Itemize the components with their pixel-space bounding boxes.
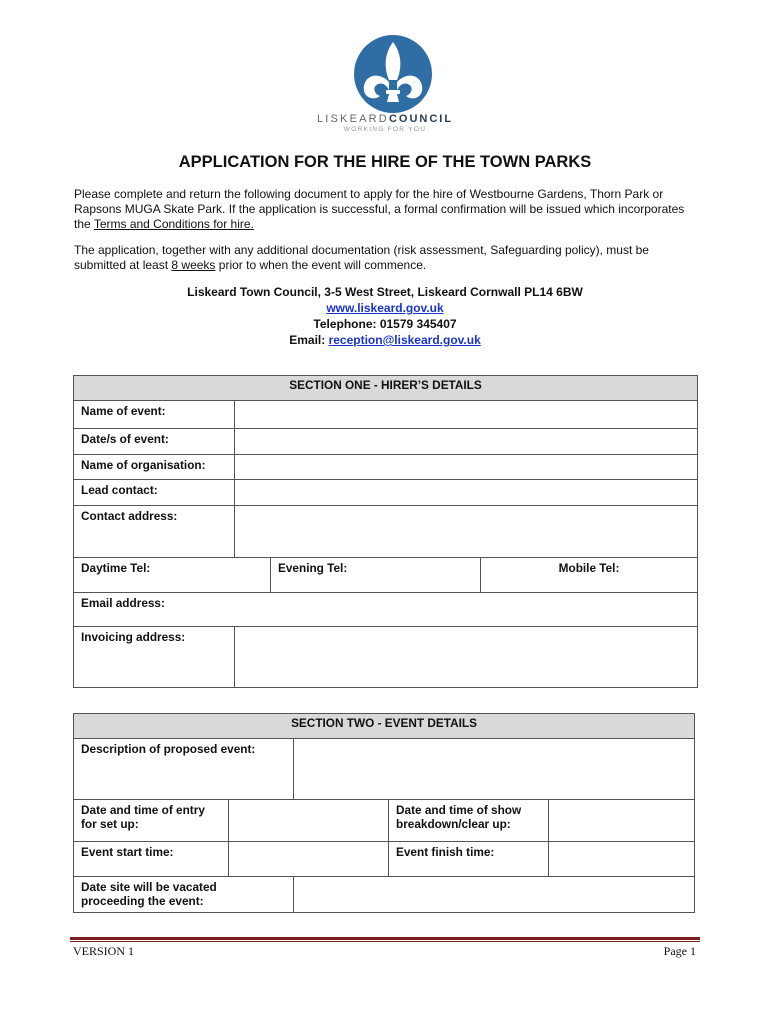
label-name-of-organisation: Name of organisation: (74, 455, 235, 480)
label-finish-time: Event finish time: (389, 842, 549, 877)
label-start-time: Event start time: (74, 842, 229, 877)
label-invoicing-address: Invoicing address: (74, 627, 235, 688)
intro-paragraph-1 (74, 187, 700, 232)
label-entry-time (74, 800, 229, 842)
label-daytime-tel: Daytime Tel: (81, 561, 151, 575)
label-lead-contact: Lead contact: (74, 480, 235, 506)
page-title: APPLICATION FOR THE HIRE OF THE TOWN PARKS (178, 153, 592, 171)
contact-address: Liskeard Town Council, 3-5 West Street, Liskeard Cornwall PL14 6BW (187, 285, 583, 299)
email-label: Email: (289, 333, 326, 347)
dates-of-event-field[interactable] (235, 429, 698, 455)
lead-contact-field[interactable] (235, 480, 698, 506)
label-evening-tel: Evening Tel: (278, 561, 348, 575)
label-mobile-tel: Mobile Tel: (558, 561, 620, 575)
intro-text-1: Please complete and return the following document to apply for the hire of Westbourne Gardens, Thorn Park or Rapsons MUGA Skate Park. If the application is successful, a formal confirmation will be issued which incorporates the (74, 187, 685, 231)
section-two-table (73, 713, 695, 913)
telephone: Telephone: 01579 345407 (313, 317, 457, 331)
label-dates-of-event: Date/s of event: (74, 429, 235, 455)
brand-part2: COUNCIL (388, 113, 454, 125)
council-name (0, 113, 770, 125)
version-label: VERSION 1 (73, 944, 135, 958)
website-row (0, 301, 770, 315)
intro-paragraph-2 (74, 243, 700, 273)
entry-line-1: Date and time of entry (81, 803, 205, 817)
intro-text-2b: prior to when the event will commence. (218, 258, 427, 272)
daytime-tel-field[interactable] (74, 558, 271, 593)
intro-text-2a: The application, together with any additional documentation (risk assessment, Safeguarding policy), must be submitted at least (74, 243, 649, 272)
show-line-2: breakdown/clear up: (396, 817, 511, 831)
council-tagline: WORKING FOR YOU (343, 126, 427, 133)
label-description: Description of proposed event: (74, 739, 294, 800)
label-contact-address: Contact address: (74, 506, 235, 558)
email-row (0, 333, 770, 347)
footer-rule (70, 937, 700, 940)
label-site-vacated (74, 877, 294, 913)
entry-line-2: for set up: (81, 817, 139, 831)
footer-rule-thin (70, 941, 700, 942)
entry-time-field[interactable] (229, 800, 389, 842)
email-link[interactable]: reception@liskeard.gov.uk (328, 333, 481, 347)
website-link[interactable]: www.liskeard.gov.uk (326, 301, 444, 315)
section-two-header: SECTION TWO - EVENT DETAILS (74, 714, 695, 739)
label-show-breakdown (389, 800, 549, 842)
mobile-tel-field[interactable] (481, 558, 698, 593)
show-line-1: Date and time of show (396, 803, 522, 817)
label-name-of-event: Name of event: (74, 401, 235, 429)
start-time-field[interactable] (229, 842, 389, 877)
vacated-line-2: proceeding the event: (81, 894, 204, 908)
contact-address-field[interactable] (235, 506, 698, 558)
page-number: Page 1 (663, 944, 696, 958)
weeks-text: 8 weeks (171, 258, 216, 272)
terms-link[interactable]: Terms and Conditions for hire. (93, 217, 254, 231)
name-of-event-field[interactable] (235, 401, 698, 429)
description-field[interactable] (294, 739, 695, 800)
vacated-line-1: Date site will be vacated (81, 880, 217, 894)
finish-time-field[interactable] (549, 842, 695, 877)
email-address-field[interactable] (74, 593, 698, 627)
show-breakdown-field[interactable] (549, 800, 695, 842)
label-email-address: Email address: (81, 596, 165, 610)
site-vacated-field[interactable] (294, 877, 695, 913)
evening-tel-field[interactable] (271, 558, 481, 593)
name-of-organisation-field[interactable] (235, 455, 698, 480)
section-one-header: SECTION ONE - HIRER’S DETAILS (74, 376, 698, 401)
section-one-table (73, 375, 698, 688)
brand-part1: LISKEARD (316, 113, 389, 125)
invoicing-address-field[interactable] (235, 627, 698, 688)
